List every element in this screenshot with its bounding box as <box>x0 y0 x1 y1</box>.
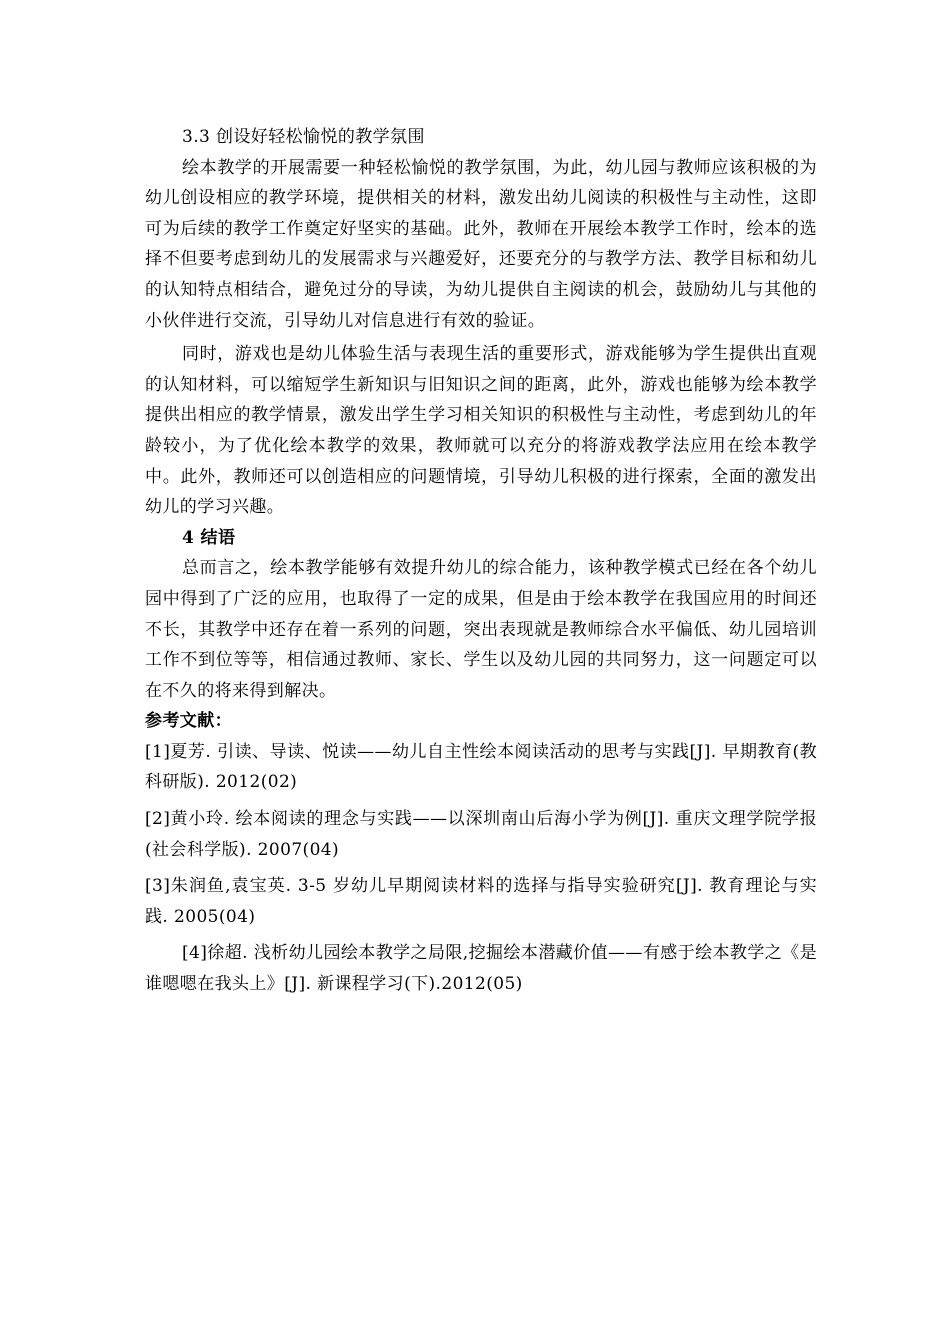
paragraph: 总而言之，绘本教学能够有效提升幼儿的综合能力，该种教学模式已经在各个幼儿园中得到了广泛的应用，也取得了一定的成果，但是由于绘本教学在我国应用的时间还不长，其教学中还存在着一系列的问题，突出表现就是教师综合水平偏低、幼儿园培训工作不到位等等，相信通过教师、家长、学生以及幼儿园的共同努力，这一问题定可以在不久的将来得到解决。 <box>145 558 817 701</box>
paragraph: 同时，游戏也是幼儿体验生活与表现生活的重要形式，游戏能够为学生提供出直观的认知材料，可以缩短学生新知识与旧知识之间的距离，此外，游戏也能够为绘本教学提供出相应的教学情景，激发出学生学习相关知识的积极性与主动性，考虑到幼儿的年龄较小，为了优化绘本教学的效果，教师就可以充分的将游戏教学法应用在绘本教学中。此外，教师还可以创造相应的问题情境，引导幼儿积极的进行探索，全面的激发出幼儿的学习兴趣。 <box>145 344 817 518</box>
reference-item: [4]徐超. 浅析幼儿园绘本教学之局限,挖掘绘本潜藏价值——有感于绘本教学之《是谁嗯嗯在我头上》[J]. 新课程学习(下).2012(05) <box>145 943 817 995</box>
conclusion-heading: 4 结语 <box>182 527 236 548</box>
section-heading: 3.3 创设好轻松愉悦的教学氛围 <box>182 127 425 147</box>
reference-item: [1]夏芳. 引读、导读、悦读——幼儿自主性绘本阅读活动的思考与实践[J]. 早期教育(教科研版). 2012(02) <box>145 741 817 793</box>
document-body <box>145 122 817 1000</box>
reference-item: [2]黄小玲. 绘本阅读的理念与实践——以深圳南山后海小学为例[J]. 重庆文理学院学报(社会科学版). 2007(04) <box>145 809 817 860</box>
references-heading: 参考文献： <box>145 711 232 732</box>
paragraph: 绘本教学的开展需要一种轻松愉悦的教学氛围，为此，幼儿园与教师应该积极的为幼儿创设相应的教学环境，提供相关的材料，激发出幼儿阅读的积极性与主动性，这即可为后续的教学工作奠定好坚实的基础。此外，教师在开展绘本教学工作时，绘本的选择不但要考虑到幼儿的发展需求与兴趣爱好，还要充分的与教学方法、教学目标和幼儿的认知特点相结合，避免过分的导读，为幼儿提供自主阅读的机会，鼓励幼儿与其他的小伙伴进行交流，引导幼儿对信息进行有效的验证。 <box>145 157 817 331</box>
reference-item: [3]朱润鱼,袁宝英. 3-5 岁幼儿早期阅读材料的选择与指导实验研究[J]. 教育理论与实践. 2005(04) <box>145 876 817 927</box>
